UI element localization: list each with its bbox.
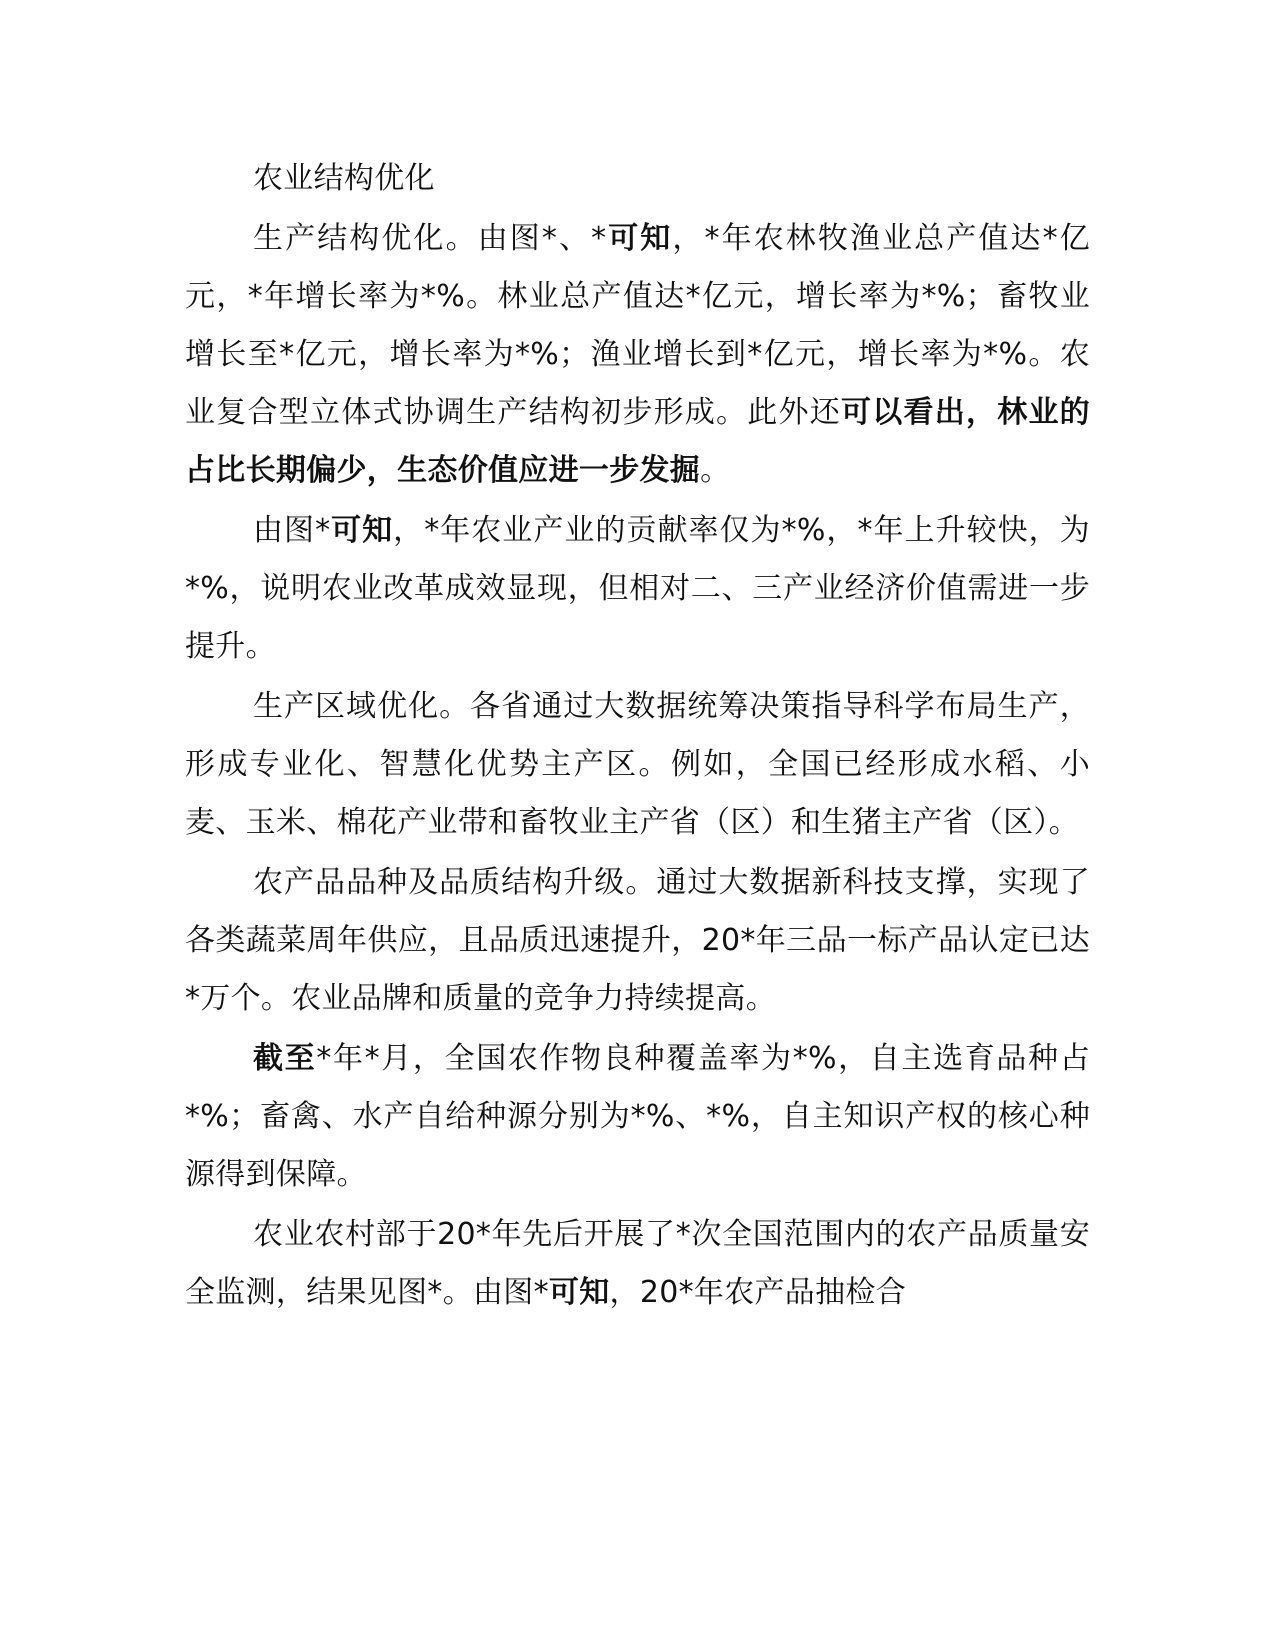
text-run: ，*年农林牧渔业总产值达*亿元，*年增长率为*%。林业总产值达*亿元，增长率为*%；畜牧业增长至*亿元，增长率为*%；渔业增长到*亿元，增长率为*%。农业复合型立体式协调生产结构初步形成。此外还 <box>185 221 1090 430</box>
paragraph-seed-coverage <box>185 1030 1090 1204</box>
paragraph-quality-monitoring <box>185 1206 1090 1322</box>
paragraph-contribution-rate <box>185 502 1090 676</box>
text-run: 由图* <box>253 513 331 548</box>
text-run: 。 <box>700 453 731 488</box>
paragraph-production-structure <box>185 210 1090 500</box>
bold-text-run: 可以看出，林业的占比长期偏少，生态价值应进一步发掘 <box>185 395 1090 488</box>
document-page <box>185 150 1090 1324</box>
section-heading: 农业结构优化 <box>253 161 435 196</box>
text-run: 农业农村部于20*年先后开展了*次全国范围内的农产品质量安全监测，结果见图*。由图* <box>185 1217 1090 1310</box>
text-run: *年*月，全国农作物良种覆盖率为*%，自主选育品种占*%；畜禽、水产自给种源分别为*%、*%，自主知识产权的核心种源得到保障。 <box>185 1041 1090 1192</box>
bold-text-run: 截至 <box>253 1041 317 1076</box>
text-run: ，*年农业产业的贡献率仅为*%，*年上升较快，为*%，说明农业改革成效显现，但相对二、三产业经济价值需进一步提升。 <box>185 513 1090 664</box>
bold-text-run: 可知 <box>548 1275 610 1310</box>
paragraph-variety-quality: 农产品品种及品质结构升级。通过大数据新科技支撑，实现了各类蔬菜周年供应，且品质迅速提升，20*年三品一标产品认定已达*万个。农业品牌和质量的竞争力持续提高。 <box>185 865 1090 1016</box>
bold-text-run: 可知 <box>330 513 394 548</box>
paragraph-regional-optimization: 生产区域优化。各省通过大数据统筹决策指导科学布局生产，形成专业化、智慧化优势主产区。例如，全国已经形成水稻、小麦、玉米、棉花产业带和畜牧业主产省（区）和生猪主产省（区）。 <box>185 689 1090 840</box>
bold-text-run: 可知 <box>606 221 673 256</box>
text-run: ，20*年农产品抽检合 <box>609 1275 906 1310</box>
text-run: 生产结构优化。由图*、* <box>253 221 607 256</box>
